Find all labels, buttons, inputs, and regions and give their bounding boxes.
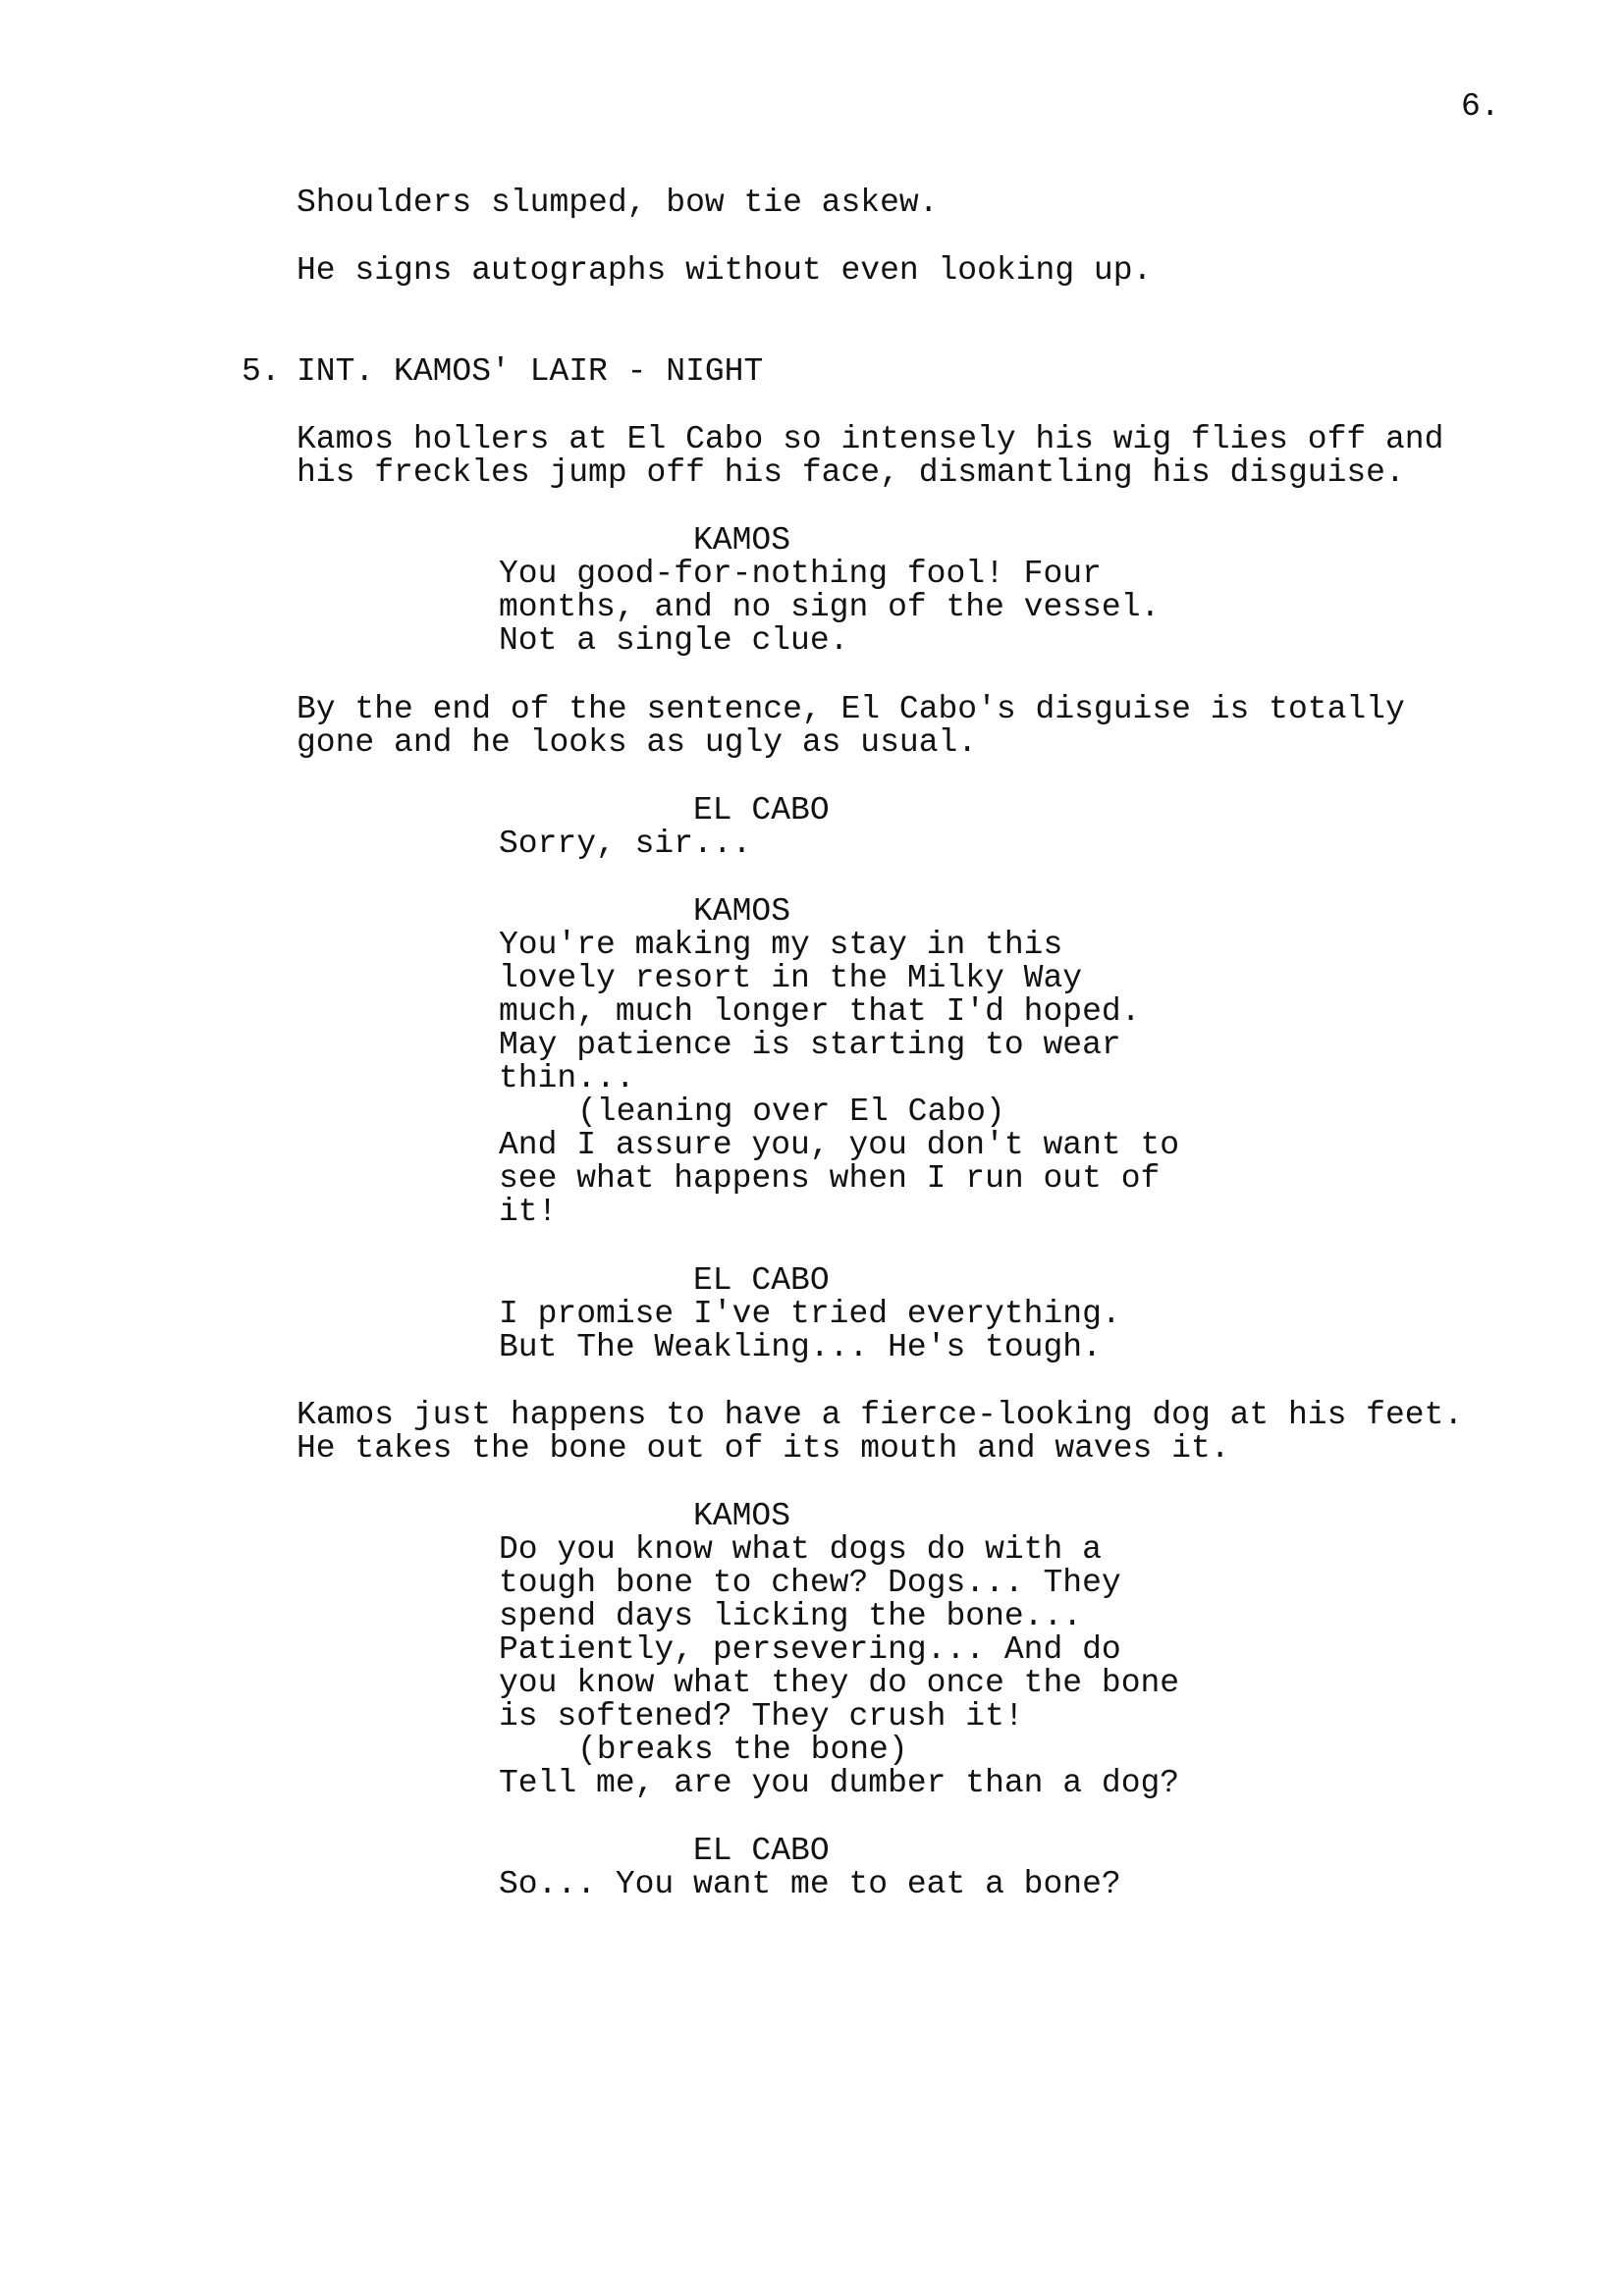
action-line: He takes the bone out of its mouth and waves it. — [297, 1430, 1230, 1467]
character-name: EL CABO — [693, 1262, 830, 1299]
dialogue-line: much, much longer that I'd hoped. — [499, 993, 1141, 1030]
action-line: Shoulders slumped, bow tie askew. — [297, 185, 939, 221]
action-line: his freckles jump off his face, dismantling his disguise. — [297, 454, 1405, 491]
dialogue-line: And I assure you, you don't want to — [499, 1127, 1180, 1163]
dialogue-line: see what happens when I run out of — [499, 1160, 1161, 1197]
character-name: EL CABO — [693, 1833, 830, 1869]
dialogue-line: tough bone to chew? Dogs... They — [499, 1565, 1121, 1601]
dialogue-line: So... You want me to eat a bone? — [499, 1866, 1121, 1902]
page-number: 6. — [1461, 88, 1500, 125]
dialogue-line: Do you know what dogs do with a — [499, 1531, 1102, 1568]
action-line: He signs autographs without even looking up. — [297, 252, 1153, 289]
action-line: Kamos hollers at El Cabo so intensely his wig flies off and — [297, 421, 1444, 457]
dialogue-line: I promise I've tried everything. — [499, 1296, 1121, 1332]
character-name: KAMOS — [693, 893, 791, 930]
dialogue-line: months, and no sign of the vessel. — [499, 589, 1161, 625]
dialogue-line: Tell me, are you dumber than a dog? — [499, 1765, 1180, 1801]
dialogue-line: you know what they do once the bone — [499, 1665, 1180, 1701]
action-line: By the end of the sentence, El Cabo's disguise is totally — [297, 691, 1405, 727]
dialogue-line: You good-for-nothing fool! Four — [499, 556, 1102, 592]
scene-heading: INT. KAMOS' LAIR - NIGHT — [297, 353, 764, 390]
character-name: KAMOS — [693, 1498, 791, 1534]
parenthetical: (breaks the bone) — [577, 1732, 908, 1768]
dialogue-line: spend days licking the bone... — [499, 1598, 1083, 1634]
dialogue-line: thin... — [499, 1060, 635, 1096]
dialogue-line: Patiently, persevering... And do — [499, 1631, 1121, 1668]
parenthetical: (leaning over El Cabo) — [577, 1094, 1005, 1130]
dialogue-line: lovely resort in the Milky Way — [499, 960, 1083, 996]
dialogue-line: it! — [499, 1194, 558, 1230]
dialogue-line: Not a single clue. — [499, 622, 849, 659]
action-line: gone and he looks as ugly as usual. — [297, 724, 978, 761]
dialogue-line: Sorry, sir... — [499, 826, 752, 862]
action-line: Kamos just happens to have a fierce-looking dog at his feet. — [297, 1397, 1464, 1433]
dialogue-line: But The Weakling... He's tough. — [499, 1329, 1102, 1365]
dialogue-line: You're making my stay in this — [499, 927, 1063, 963]
character-name: EL CABO — [693, 792, 830, 828]
character-name: KAMOS — [693, 522, 791, 559]
scene-number: 5. — [242, 353, 281, 390]
dialogue-line: May patience is starting to wear — [499, 1027, 1121, 1063]
dialogue-line: is softened? They crush it! — [499, 1698, 1024, 1735]
